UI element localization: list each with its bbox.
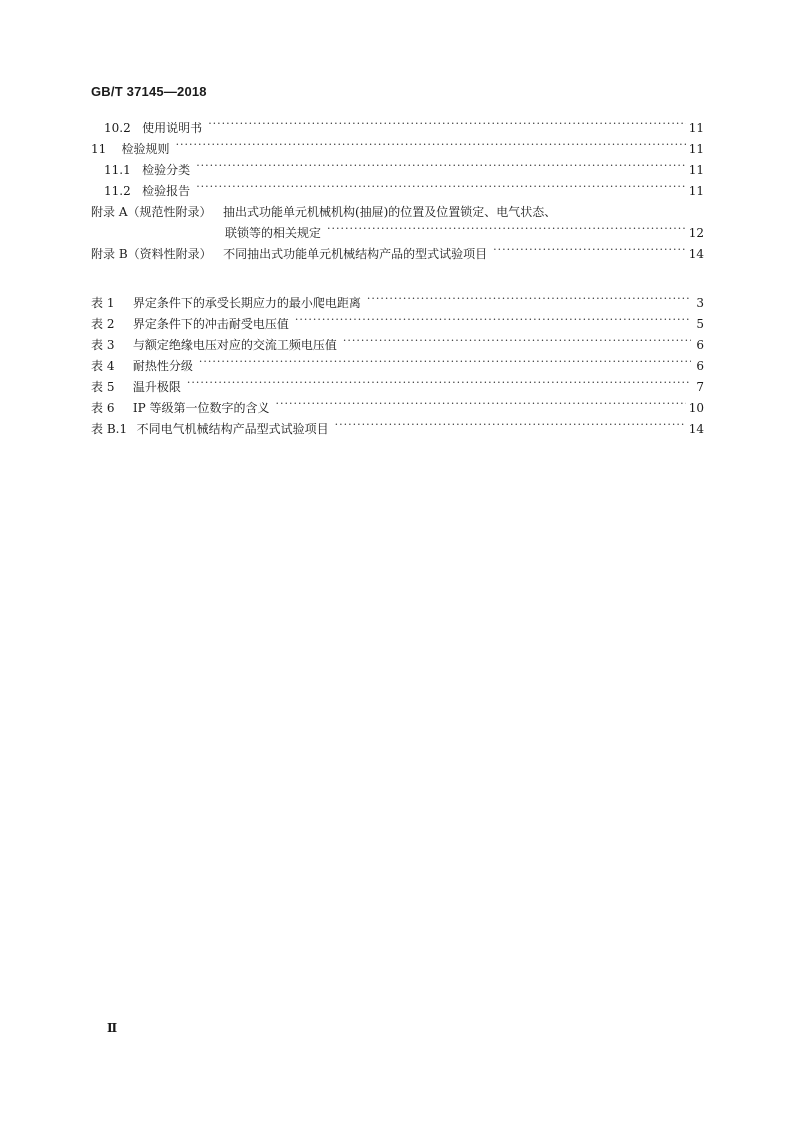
table-title: 温升极限 [132, 380, 181, 394]
table-title: 不同电气机械结构产品型式试验项目 [136, 422, 329, 436]
table-label: 表 3 [91, 338, 115, 352]
toc-entry-appendix-b[interactable] [91, 244, 704, 265]
table-title: 耐热性分级 [132, 359, 193, 373]
table-label: 表 B.1 [91, 422, 128, 436]
page-number: Ⅱ [107, 1021, 118, 1035]
toc-entry-number: 11 [91, 142, 107, 156]
toc-entry-label [91, 377, 181, 398]
dot-leader [208, 120, 686, 132]
dot-leader [493, 246, 686, 258]
toc-entry-page: 14 [688, 422, 704, 436]
appendix-title: 不同抽出式功能单元机械结构产品的型式试验项目 [223, 247, 488, 261]
standard-code-header: GB/T 37145—2018 [91, 84, 207, 99]
appendix-title-line1: 抽出式功能单元机械机构(抽屉)的位置及位置锁定、电气状态、 [222, 205, 557, 219]
dot-leader [176, 141, 686, 153]
dot-leader [335, 421, 686, 433]
toc-entry-label [91, 314, 289, 335]
toc-entry-label [91, 356, 193, 377]
toc-entry-11-2[interactable] [91, 181, 704, 202]
toc-entry-title: 使用说明书 [142, 121, 203, 135]
toc-entry-page: 6 [696, 359, 704, 373]
toc-entry-label [104, 118, 202, 139]
section-gap [91, 265, 704, 293]
toc-entry-page: 7 [696, 380, 704, 394]
toc-entry-label [91, 293, 361, 314]
toc-entry-page: 6 [696, 338, 704, 352]
dot-leader [196, 162, 686, 174]
table-label: 表 1 [91, 296, 115, 310]
toc-entry-title: 检验报告 [142, 184, 191, 198]
toc-entry-label [91, 202, 556, 223]
dot-leader [199, 358, 691, 370]
toc-entry-label [104, 160, 190, 181]
toc-entry-11[interactable] [91, 139, 704, 160]
toc-entry-number: 11.1 [104, 163, 131, 177]
table-title: 界定条件下的冲击耐受电压值 [132, 317, 289, 331]
dot-leader [275, 400, 685, 412]
table-title: 与额定绝缘电压对应的交流工频电压值 [132, 338, 337, 352]
toc-entry-page: 5 [696, 317, 704, 331]
dot-leader [327, 225, 686, 237]
dot-leader [196, 183, 686, 195]
table-of-contents [91, 118, 704, 440]
table-label: 表 4 [91, 359, 115, 373]
toc-entry-number: 11.2 [104, 184, 131, 198]
dot-leader [187, 379, 691, 391]
table-title: 界定条件下的承受长期应力的最小爬电距离 [132, 296, 361, 310]
toc-entry-number: 10.2 [104, 121, 131, 135]
toc-entry-table-b1[interactable] [91, 419, 704, 440]
toc-entry-10-2[interactable] [91, 118, 704, 139]
toc-entry-table-1[interactable] [91, 293, 704, 314]
toc-entry-label [91, 419, 329, 440]
toc-entry-label [91, 139, 170, 160]
dot-leader [367, 295, 691, 307]
toc-entry-table-4[interactable] [91, 356, 704, 377]
table-label: 表 6 [91, 401, 115, 415]
toc-entry-label [91, 244, 487, 265]
table-title: IP 等级第一位数字的含义 [132, 401, 270, 415]
toc-entry-page: 11 [688, 184, 704, 198]
toc-entry-table-2[interactable] [91, 314, 704, 335]
toc-entry-label [91, 335, 337, 356]
table-label: 表 2 [91, 317, 115, 331]
toc-entry-appendix-a-cont[interactable] [91, 223, 704, 244]
dot-leader [295, 316, 691, 328]
table-label: 表 5 [91, 380, 115, 394]
toc-entry-table-6[interactable] [91, 398, 704, 419]
dot-leader [343, 337, 691, 349]
toc-entry-page: 11 [688, 121, 704, 135]
appendix-label: 附录 A（规范性附录） [91, 205, 212, 219]
appendix-label: 附录 B（资料性附录） [91, 247, 212, 261]
toc-entry-label [104, 181, 190, 202]
toc-entry-label [91, 398, 269, 419]
toc-entry-page: 12 [688, 226, 704, 240]
toc-entry-page: 11 [688, 142, 704, 156]
toc-entry-appendix-a[interactable] [91, 202, 704, 223]
toc-entry-page: 10 [688, 401, 704, 415]
toc-entry-page: 14 [688, 247, 704, 261]
toc-entry-page: 11 [688, 163, 704, 177]
toc-entry-11-1[interactable] [91, 160, 704, 181]
appendix-title-line2: 联锁等的相关规定 [225, 226, 322, 240]
toc-entry-table-5[interactable] [91, 377, 704, 398]
toc-entry-title: 检验分类 [142, 163, 191, 177]
toc-entry-title: 检验规则 [121, 142, 170, 156]
toc-entry-table-3[interactable] [91, 335, 704, 356]
toc-entry-page: 3 [696, 296, 704, 310]
